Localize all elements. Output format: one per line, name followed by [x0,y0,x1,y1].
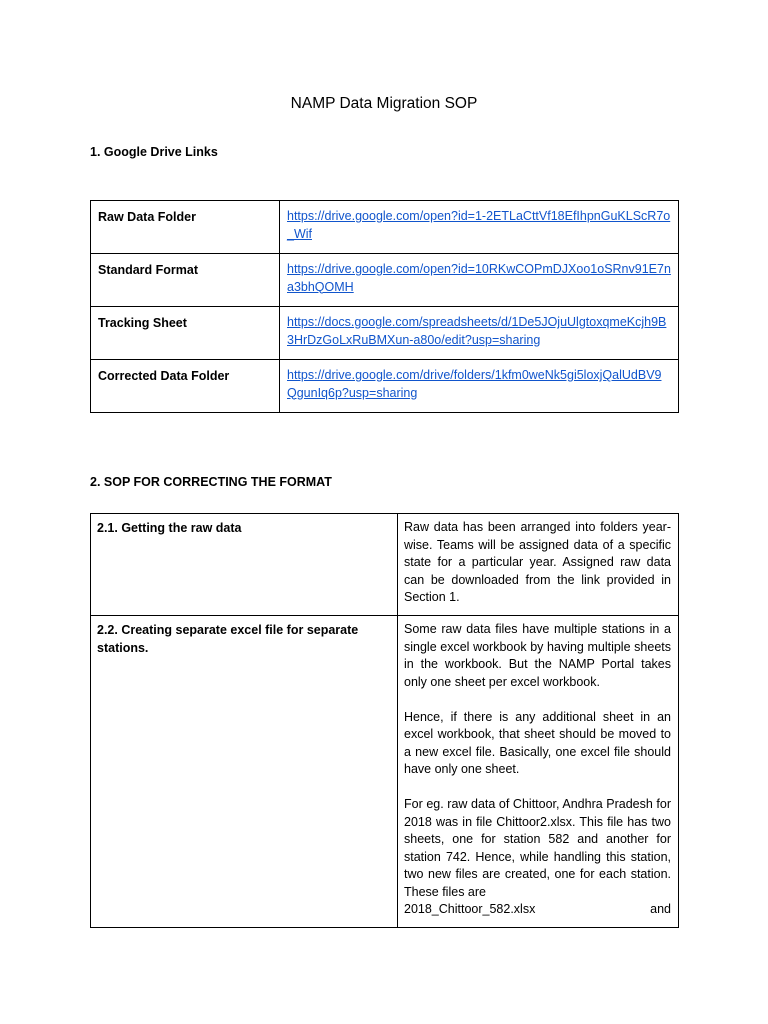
google-drive-links-table [90,200,679,413]
drive-link[interactable]: https://docs.google.com/spreadsheets/d/1De5JOjuUlgtoxqmeKcjh9B3HrDzGoLxRuBMXun-a80o/edit?usp=sharing [287,315,667,347]
section-heading-sop: 2. SOP FOR CORRECTING THE FORMAT [90,475,332,489]
sop-table [90,513,679,928]
description-text-continued: 2018_Chittoor_582.xlsx and [404,902,671,916]
drive-link[interactable]: https://drive.google.com/drive/folders/1kfm0weNk5gi5loxjQalUdBV9QgunIq6p?usp=sharing [287,368,662,400]
section-heading-google-drive-links: 1. Google Drive Links [90,145,218,159]
link-label: Tracking Sheet [91,307,280,360]
table-row [91,307,679,360]
link-cell [280,201,679,254]
table-row [91,201,679,254]
sop-step-title: 2.2. Creating separate excel file for separate stations. [91,616,398,928]
sop-step-description [398,514,679,616]
description-paragraph: Hence, if there is any additional sheet in an excel workbook, that sheet should be moved to a new excel file. Basically, one excel file should have only one sheet. [404,709,671,776]
link-cell [280,307,679,360]
table-row [91,254,679,307]
drive-link[interactable]: https://drive.google.com/open?id=1-2ETLaCttVf18EfIhpnGuKLScR7o_Wif [287,209,671,241]
drive-link[interactable]: https://drive.google.com/open?id=10RKwCOPmDJXoo1oSRnv91E7na3bhQOMH [287,262,671,294]
link-label: Raw Data Folder [91,201,280,254]
description-paragraph: Some raw data files have multiple stations in a single excel workbook by having multiple sheets in the workbook. But the NAMP Portal takes only one sheet per excel workbook. [404,622,671,689]
link-cell [280,360,679,413]
table-row [91,616,679,928]
document-title: NAMP Data Migration SOP [290,95,478,112]
sop-step-title: 2.1. Getting the raw data [91,514,398,616]
description-paragraph [404,796,671,919]
table-row [91,360,679,413]
description-text: For eg. raw data of Chittoor, Andhra Pradesh for 2018 was in file Chittoor2.xlsx. This file has two sheets, one for station 582 and another for station 742. Hence, while handling this station, two new files are created, one for each station. These files are [404,797,671,899]
table-row [91,514,679,616]
link-label: Standard Format [91,254,280,307]
description-paragraph: Raw data has been arranged into folders year-wise. Teams will be assigned data of a specific state for a particular year. Assigned raw data can be downloaded from the link provided in Section 1. [404,520,671,604]
sop-step-description [398,616,679,928]
link-cell [280,254,679,307]
link-label: Corrected Data Folder [91,360,280,413]
